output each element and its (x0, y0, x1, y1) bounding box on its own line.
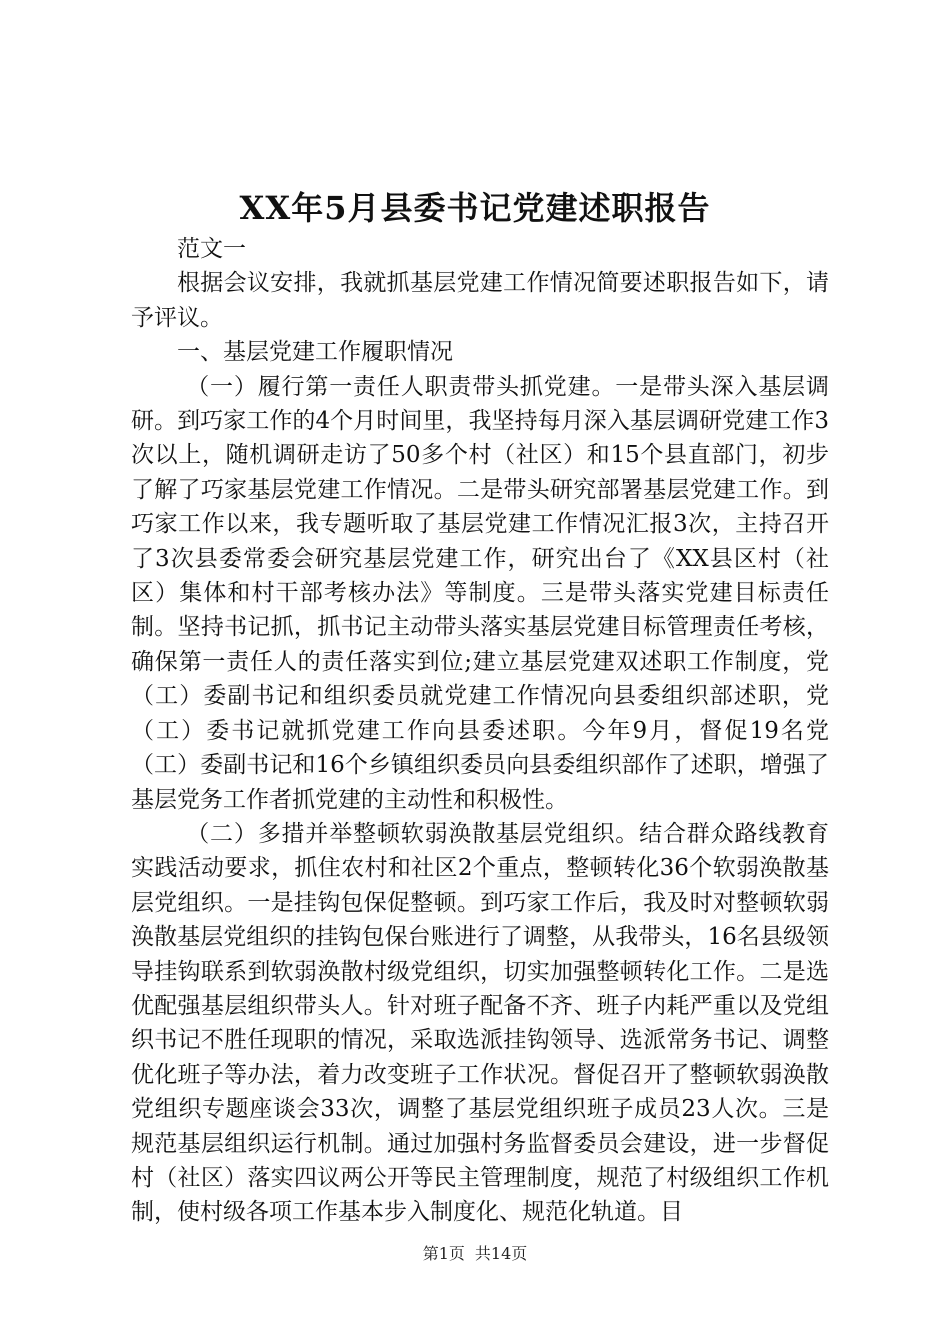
page-total: 共14页 (474, 1244, 528, 1263)
page-footer (0, 1242, 950, 1266)
document-title: XX年5月县委书记党建述职报告 (239, 189, 711, 227)
paragraph-intro: 根据会议安排，我就抓基层党建工作情况简要述职报告如下，请予评议。 (131, 270, 829, 331)
paragraph-section-2: （二）多措并举整顿软弱涣散基层党组织。结合群众路线教育实践活动要求，抓住农村和社区2个重点，整顿转化36个软弱涣散基层党组织。一是挂钩包保促整顿。到巧家工作后，我及时对整顿软弱涣散基层党组织的挂钩包保台账进行了调整，从我带头，16名县级领导挂钩联系到软弱涣散村级党组织，切实加强整顿转化工作。二是选优配强基层组织带头人。针对班子配备不齐、班子内耗严重以及党组织书记不胜任现职的情况，采取选派挂钩领导、选派常务书记、调整优化班子等办法，着力改变班子工作状况。督促召开了整顿软弱涣散党组织专题座谈会33次，调整了基层党组织班子成员23人次。三是规范基层组织运行机制。通过加强村务监督委员会建设，进一步督促村（社区）落实四议两公开等民主管理制度，规范了村级组织工作机制，使村级各项工作基本步入制度化、规范化轨道。目 (131, 820, 829, 1226)
paragraph-heading-sample: 范文一 (177, 236, 246, 262)
paragraph-section-1: （一）履行第一责任人职责带头抓党建。一是带头深入基层调研。到巧家工作的4个月时间里，我坚持每月深入基层调研党建工作3次以上，随机调研走访了50多个村（社区）和15个县直部门，初步了解了巧家基层党建工作情况。二是带头研究部署基层党建工作。到巧家工作以来，我专题听取了基层党建工作情况汇报3次，主持召开了3次县委常委会研究基层党建工作，研究出台了《XX县区村（社区）集体和村干部考核办法》等制度。三是带头落实党建目标责任制。坚持书记抓，抓书记主动带头落实基层党建目标管理责任考核，确保第一责任人的责任落实到位;建立基层党建双述职工作制度，党（工）委副书记和组织委员就党建工作情况向县委组织部述职，党（工）委书记就抓党建工作向县委述职。今年9月，督促19名党（工）委副书记和16个乡镇组织委员向县委组织部作了述职，增强了基层党务工作者抓党建的主动性和积极性。 (131, 373, 829, 813)
page-number: 第1页 (422, 1244, 465, 1263)
document-body (131, 232, 829, 1230)
paragraph-section-heading: 一、基层党建工作履职情况 (177, 339, 453, 366)
